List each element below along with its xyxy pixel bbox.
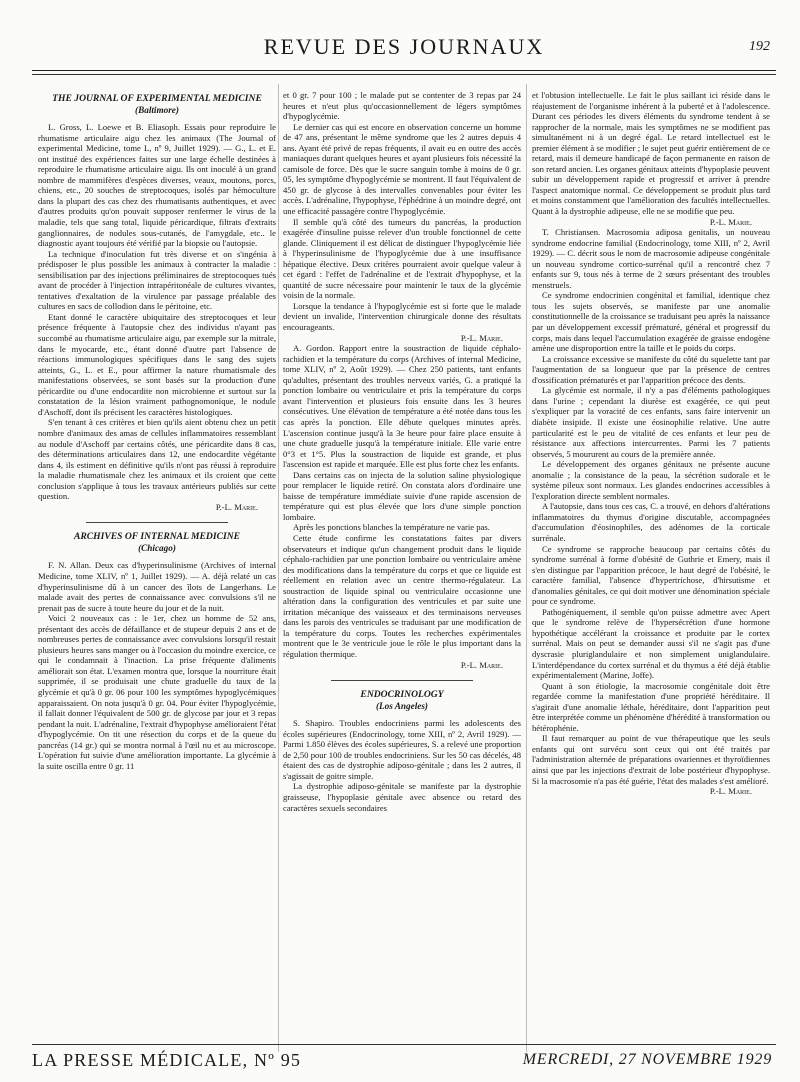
article-paragraph: Voici 2 nouveaux cas : le 1er, chez un homme de 52 ans, présentant des accès de défaillance et de stupeur depuis 2 ans et de nombreuses pertes de connaissance avec convulsions lorsqu'il restait plusieurs heures sans manger ou à l'occasion du moindre exercice, ce qui le condamnait à l'inaction. La prise fréquente d'aliments améliorait son état. L'examen montra que, lorsque la nourriture était supprimée, il se produisait une chute graduelle du taux de la glycémie et qu'à 0 gr. 06 pour 100 les symptômes hypoglycémiques apparaissaient. On nota jusqu'à 0 gr. 04. Pour éviter l'hypoglycémie, il fallait donner l'équivalent de 500 gr. de glycose par jour et 3 repas pendant la nuit. L'adrénaline, l'extrait d'hypophyse amélioraient l'état d'hypoglycémie. On tit une résection du corps et de la queue du pancréas (14 gr.) qui se montra normal à l'œil nu et au microscope. L'opération fut suivie d'une amélioration importante. La glycémie à la suite oscilla entre 0 gr. 11 bbox=[38, 613, 276, 771]
page-footer bbox=[32, 1050, 776, 1078]
page-header bbox=[32, 28, 776, 68]
column-1 bbox=[38, 90, 276, 771]
article-paragraph: Le dernier cas qui est encore en observation concerne un homme de 47 ans, présentant le même syndrome que les 2 autres depuis 4 ans. Ayant été privé de repas fréquents, il avait eu en outre des accès maniaques durant quelques heures et ayant plusieurs fois nécessité la camisole de force. Dès que le sucre sanguin tombe à moins de 0 gr. 05, les symptôme d'hypoglycémie se montrent. Il faut l'équivalent de 450 gr. de glycose à des intervalles convenables pour éviter les accès. L'adrénaline, l'hypophyse, l'éphédrine à un moindre degré, ont une efficacité passagère contre l'hypoglycémie. bbox=[283, 121, 521, 217]
footer-date: MERCREDI, 27 NOVEMBRE 1929 bbox=[522, 1051, 772, 1068]
article-paragraph: L. Gross, L. Loewe et B. Eliasoph. Essais pour reproduire le rhumatisme articulaire aigu chez les animaux (The Journal of experimental Medicine, tome L, nº 9, Juillet 1929). — G., L. et E. ont institué des expériences faites sur une large échelle destinées à reproduire le rhumatisme articulaire aigu. Ils ont inoculé à un grand nombre de mammifères d'espèces diverses, veaux, moutons, porcs, chiens, etc., 20 souches de streptocoques, isolés par hémoculture dans la plupart des cas chez des rhumatisants authentiques, et avec d'autres produits qu'on pouvait supposer renfermer le virus de la maladie, tels que sang total, liquide péricardique, filtrats d'extraits ganglionnaires, de nodules sous-cutanés, de l'amygdale, etc.. le diagnostic ayant toujours été vérifié par la biopsie ou l'autopsie. bbox=[38, 122, 276, 249]
article-paragraph: La technique d'inoculation fut très diverse et on s'ingénia à prédisposer le plus possible les animaux à contracter la maladie : sensibilisation par des injections préliminaires de streptocoques tués avant de procéder à l'injection intrapéritonéale de cultures vivantes, tentatives d'exaltation de la virulence par passage préalable des cultures en sacs de collodion dans le péritoine, etc. bbox=[38, 248, 276, 312]
article-paragraph: Il faut remarquer au point de vue thérapeutique que les seuls enfants qui ont survécu sont ceux qui ont été traités par l'administration alternée de préparations ovariennes et thyroïdiennes ainsi que par les injections d'extrait de lobe postérieur d'hypophyse. Si la macrosomie n'a pas été guérie, l'état des malades s'est amélioré. bbox=[532, 733, 770, 786]
article-paragraph: S'en tenant à ces critères et bien qu'ils aient obtenu chez un petit nombre d'animaux des amas de cellules inflammatoires ressemblant au nodule d'Aschoff par certains côtés, une péricardite dans 8 cas, des déterminations articulaires dans 12, une endocardite végétante dans 4, ils estiment en définitive qu'ils n'ont pas réussi à reproduire la maladie rhumatismale chez les animaux et ils croient que cette conclusion s'applique à tous les travaux antérieurs publiés sur cette question. bbox=[38, 417, 276, 502]
column-divider-2 bbox=[526, 84, 527, 1052]
article-paragraph: Le développement des organes génitaux ne présente aucune anomalie ; la consistance de la peau, la sécrétion sudorale et le système pileux sont normaux. Les glandes endocrines accessibles à l'exploration directe semblent normales. bbox=[532, 459, 770, 501]
footer-rule bbox=[32, 1044, 776, 1045]
article-paragraph: Ce syndrome se rapproche beaucoup par certains côtés du syndrome surrénal à forme d'obésité de Guthrie et Emery, mais il s'en distingue par l'apparition précoce, le haut degré de l'obésité, le caractère familial, l'absence d'hypertrichose, d'hirsutisme et d'anomalies génitales, ce qui doit motiver une dénomination spéciale pour ce syndrome. bbox=[532, 543, 770, 607]
article-paragraph: Etant donné le caractère ubiquitaire des streptocoques et leur présence fréquente à l'autopsie chez des individus n'ayant pas succombé au rhumatisme articulaire aigu, par exemple sur la mitrale, dans le myocarde, etc., étant donné d'autre part l'absence de réactions immunologiques spécifiques dans le sang des sujets atteints, G., L. et E., pour affirmer la nature rhumatismale des manifestations observées, se sont basés sur la production d'une péricardite ou d'une endocardite non microbienne et surtout sur la constatation de la lésion vraiment pathognomonique, le nodule d'Aschoff, dont ils précisent les caractères histologiques. bbox=[38, 311, 276, 417]
section-separator bbox=[331, 680, 474, 681]
section-journal-title: THE JOURNAL OF EXPERIMENTAL MEDICINE bbox=[52, 93, 262, 104]
article-paragraph: Pathogéniquement, il semble qu'on puisse admettre avec Apert que le syndrome relève de l'hypersécrétion d'une hormone hypothétique accélérant la croissance et produite par le cortex surrénal. Mais on peut se demander aussi s'il ne s'agit pas d'une dyscrasie pluriglandulaire et non simplement uniglandulaire. L'interdépendance du cortex surrénal et du thymus a été déjà établie expérimentalement (Marine, Joffe). bbox=[532, 606, 770, 681]
section-separator bbox=[86, 522, 229, 523]
author-signature: P.-L. Marie. bbox=[460, 332, 503, 343]
author-signature: P.-L. Marie. bbox=[709, 786, 752, 797]
author-signature: P.-L. Marie. bbox=[709, 216, 752, 227]
article-paragraph: S. Shapiro. Troubles endocriniens parmi les adolescents des écoles supérieures (Endocrinology, tome XIII, nº 2, Avril 1929). — Parmi 1.850 élèves des écoles supérieures, S. a relevé une proportion de 2,50 pour 100 de troubles endocriniens. Sur les 50 cas décelés, 48 étaient des cas de dystrophie adiposo-génitale ; dans les 2 autres, il s'agissait de goitre simple. bbox=[283, 718, 521, 781]
section-journal-city: (Los Angeles) bbox=[376, 700, 428, 711]
article-paragraph: et l'obtusion intellectuelle. Le fait le plus saillant ici réside dans le réajustement de l'organisme inhérent à la puberté et à l'adolescence. Durant ces périodes les divers éléments du syndrome tendent à se rapprocher de la normale, mais les symptômes ne se modifient pas simultanément ni à un degré égal. Le retard intellectuel est le premier élément à se modifier ; le sujet peut guérir entièrement de ce retard, mais il demeure handicapé de façon permanente en raison de son retard ancien. Les organes génitaux atteints d'hypoplasie peuvent subir un développement rapide et progressif et arriver à prendre l'aspect anatomique normal. Ce développement se produit plus tard et moins constamment que l'amélioration des facultés intellectuelles. Quant à la dystrophie adipeuse, elle ne se modifie que peu. bbox=[532, 90, 770, 217]
article-paragraph: Dans certains cas on injecta de la solution saline physiologique pour remplacer le liquide retiré. On constata alors d'ordinaire une baisse de température immédiate suivie d'une rapide ascension de température qui est plus élevée que lors d'une simple ponction lombaire. bbox=[283, 469, 521, 522]
header-rule-thin bbox=[32, 74, 776, 75]
author-signature: P.-L. Marie. bbox=[215, 501, 258, 512]
article-paragraph: Lorsque la tendance à l'hypoglycémie est si forte que le malade devient un invalide, l'intervention chirurgicale donne des résultats encourageants. bbox=[283, 300, 521, 333]
section-journal-title: ENDOCRINOLOGY bbox=[360, 689, 444, 701]
article-paragraph: T. Christiansen. Macrosomia adiposa genitalis, un nouveau syndrome endocrine familial (Endocrinology, tome XIII, nº 2, Avril 1929). — C. décrit sous le nom de macrosomie adipeuse congénitale un nouveau syndrome cortico-surrénal qu'il a rencontré chez 7 enfants sur 9, tous nés à terme de 2 sœurs présentant des troubles menstruels. bbox=[532, 227, 770, 290]
column-2 bbox=[283, 90, 521, 813]
article-paragraph: A. Gordon. Rapport entre la soustraction de liquide céphalo-rachidien et la température du corps (Archives of internal Medicine, tome XLIV, nº 2, Août 1929). — Chez 250 patients, tant enfants qu'adultes, présentant des troubles nerveux variés, G. a pratiqué la ponction lombaire ou ventriculaire et pris la température du corps avant l'intervention et plusieurs fois ensuite dans les 3 heures consécutives. Une élévation de température a été notée dans tous les cas après la ponction. Elle débute quelques minutes après. L'ascension continue jusqu'à la 3e heure pour faire place ensuite à une chute graduelle jusqu'à la température initiale. Elle varie entre 0°3 et 1°5. Plus la soustraction de liquide est grande, et plus l'ascension est rapide et marquée. Elle est plus forte chez les enfants. bbox=[283, 343, 521, 470]
article-paragraph: A l'autopsie, dans tous ces cas, C. a trouvé, en dehors d'altérations inflammatoires du thymus d'origine discutable, accompagnées d'accumulation d'éosinophiles, des adénomes de la corticale surrénale. bbox=[532, 501, 770, 543]
section-journal-city: (Baltimore) bbox=[135, 104, 179, 115]
page-number: 192 bbox=[749, 39, 770, 54]
article-paragraph: et 0 gr. 7 pour 100 ; le malade put se contenter de 3 repas par 24 heures et n'eut plus qu'occasionnellement de légers symptômes d'hypoglycémie. bbox=[283, 90, 521, 122]
column-3 bbox=[532, 90, 770, 797]
page-title: REVUE DES JOURNAUX bbox=[263, 34, 545, 59]
section-journal-city: (Chicago) bbox=[138, 542, 176, 553]
author-signature: P.-L. Marie. bbox=[460, 659, 503, 670]
section-journal-title: ARCHIVES OF INTERNAL MEDICINE bbox=[73, 531, 241, 543]
article-paragraph: Cette étude confirme les constatations faites par divers observateurs et indique qu'un changement produit dans le liquide céphalo-rachidien par une ponction lombaire ou ventriculaire amène des modifications dans la température du corps et que ce liquide est réellement en relation avec un centre thermo-régulateur. La soustraction de liquide spinal ou ventriculaire occasionne une altération dans la configuration des ventricules et par suite une irritation mécanique des vaisseaux et des terminaisons nerveuses dans les parois des ventricules se traduisant par une modification de la température du corps. Toutes les recherches expérimentales montrent que le 3e ventricule joue le rôle le plus important dans la régulation thermique. bbox=[283, 532, 521, 659]
column-divider-1 bbox=[278, 84, 279, 1052]
article-paragraph: La glycémie est normale, il n'y a pas d'éléments pathologiques dans l'urine ; cependant la diurèse est exagérée, ce qui peut s'expliquer par la voracité de ces enfants, sans faire intervenir un diabète insipide. Il existe une éosinophilie relative. Une autre particularité est le peu de vitalité de ces enfants et leur peu de résistance aux affections intercurrentes. Parmi les 7 patients observés, 5 moururent au cours de la première année. bbox=[532, 385, 770, 459]
article-paragraph: Ce syndrome endocrinien congénital et familial, identique chez tous les sujets observés, se manifeste par une anomalie constitutionnelle de la croissance se traduisant peu après la naissance par un développement excessif prématuré, général et progressif du corps, mais dans lequel l'accumulation exagérée de graisse endogène amène une disproportion entre la taille et le poids du corps. bbox=[532, 290, 770, 354]
footer-journal-issue: LA PRESSE MÉDICALE, Nº 95 bbox=[32, 1050, 302, 1070]
article-paragraph: Quant à son étiologie, la macrosomie congénitale doit être regardée comme la manifestation d'une propriété héréditaire. Il s'agirait d'une anomalie léthale, héréditaire, dont l'apparition peut être interprétée comme un phénomène d'hérédité à transformation ou hétérophénie. bbox=[532, 680, 770, 733]
article-paragraph: F. N. Allan. Deux cas d'hyperinsulinisme (Archives of internal Medicine, tome XLIV, nº 1, Juillet 1929). — A. déjà relaté un cas d'hyperinsulinisme dû à un cancer des îlots de Langerhans. Le malade avait des pertes de connaissance avec convulsions s'il ne prenait pas de sucre à toute heure du jour et de la nuit. bbox=[38, 560, 276, 613]
article-paragraph: Il semble qu'à côté des tumeurs du pancréas, la production exagérée d'insuline puisse relever d'un trouble fonctionnel de cette glande. Cliniquement il est délicat de distinguer l'hypoglycémie liée à l'hyperinsulinisme de l'hypoglycémie due à une insuffisance hépatique élective. Deux critères pourraient avoir quelque valeur à cet égard : l'effet de l'adrénaline et de l'extrait d'hypophyse, et la quantité de sucre nécessaire pour maintenir le taux de la glycémie voisin de la normale. bbox=[283, 216, 521, 301]
article-paragraph: La croissance excessive se manifeste du côté du squelette tant par l'augmentation de sa longueur que par la présence de centres d'ossification prématurés et par l'apparition précoce des dents. bbox=[532, 353, 770, 385]
article-paragraph: La dystrophie adiposo-génitale se manifeste par la dystrophie graisseuse, l'hypoplasie génitale avec absence ou retard des caractères sexuels secondaires bbox=[283, 781, 521, 813]
header-rule bbox=[32, 70, 776, 71]
article-paragraph: Après les ponctions blanches la température ne varie pas. bbox=[293, 522, 490, 533]
